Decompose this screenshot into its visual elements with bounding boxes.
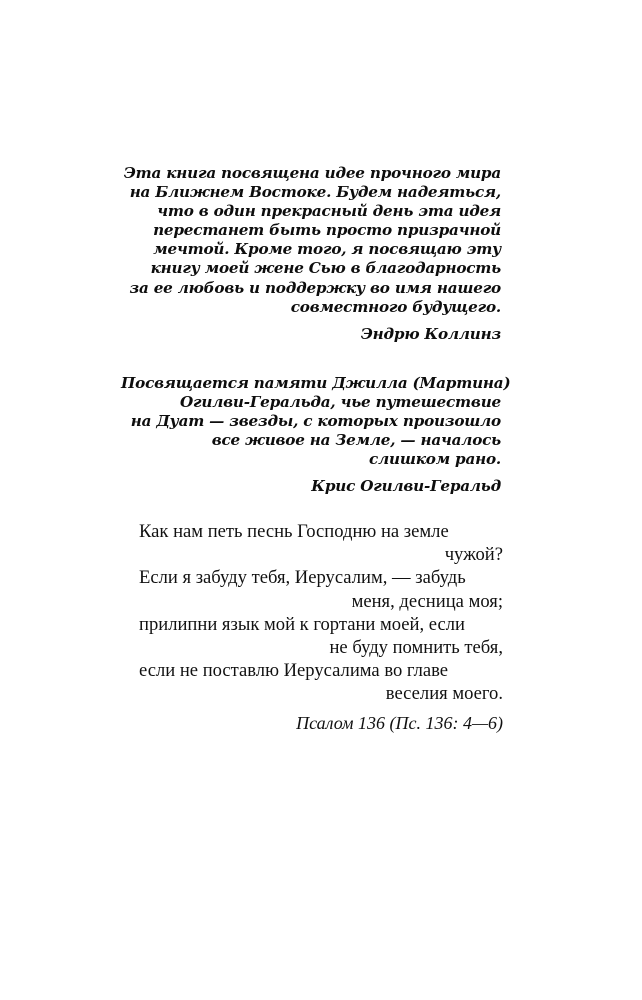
dedication-line: мечтой. Кроме того, я посвящаю эту <box>153 240 501 259</box>
epigraph-line: Если я забуду тебя, Иерусалим, — забудь <box>139 567 466 589</box>
epigraph-line: меня, десница моя; <box>351 590 503 612</box>
epigraph-line: веселия моего. <box>385 683 503 705</box>
epigraph-source: Псалом 136 (Пс. 136: 4—6) <box>296 712 503 733</box>
dedication-line: Огилви-Геральда, чье путешествие <box>180 393 501 412</box>
dedication-line: за ее любовь и поддержку во имя нашего <box>129 278 501 297</box>
author-signature: Крис Огилви-Геральд <box>311 477 501 496</box>
dedication-line: слишком рано. <box>369 450 501 469</box>
dedication-line: совместного будущего. <box>290 297 501 316</box>
dedication-line: Эта книга посвящена идее прочного мира <box>123 164 501 182</box>
dedication-line: перестанет быть просто призрачной <box>153 221 501 240</box>
dedication-collins <box>121 164 501 344</box>
dedication-ogilvie-herald <box>121 374 511 497</box>
epigraph-line: не буду помнить тебя, <box>329 637 503 659</box>
epigraph-line: прилипни язык мой к гортани моей, если <box>139 613 465 635</box>
epigraph-line: чужой? <box>444 544 503 566</box>
epigraph-psalm <box>139 520 503 735</box>
epigraph-line: Как нам петь песнь Господню на земле <box>139 521 449 542</box>
dedication-line: все живое на Земле, — началось <box>211 431 501 450</box>
dedication-line: на Дуат — звезды, с которых произошло <box>130 412 501 431</box>
dedication-line: на Ближнем Востоке. Будем надеяться, <box>129 183 501 202</box>
dedication-line: что в один прекрасный день эта идея <box>157 202 501 221</box>
dedication-line: книгу моей жене Сью в благодарность <box>150 259 501 278</box>
dedication-line: Посвящается памяти Джилла (Мартина) <box>121 374 511 392</box>
author-signature: Эндрю Коллинз <box>360 324 501 343</box>
epigraph-line: если не поставлю Иерусалима во главе <box>139 660 449 682</box>
